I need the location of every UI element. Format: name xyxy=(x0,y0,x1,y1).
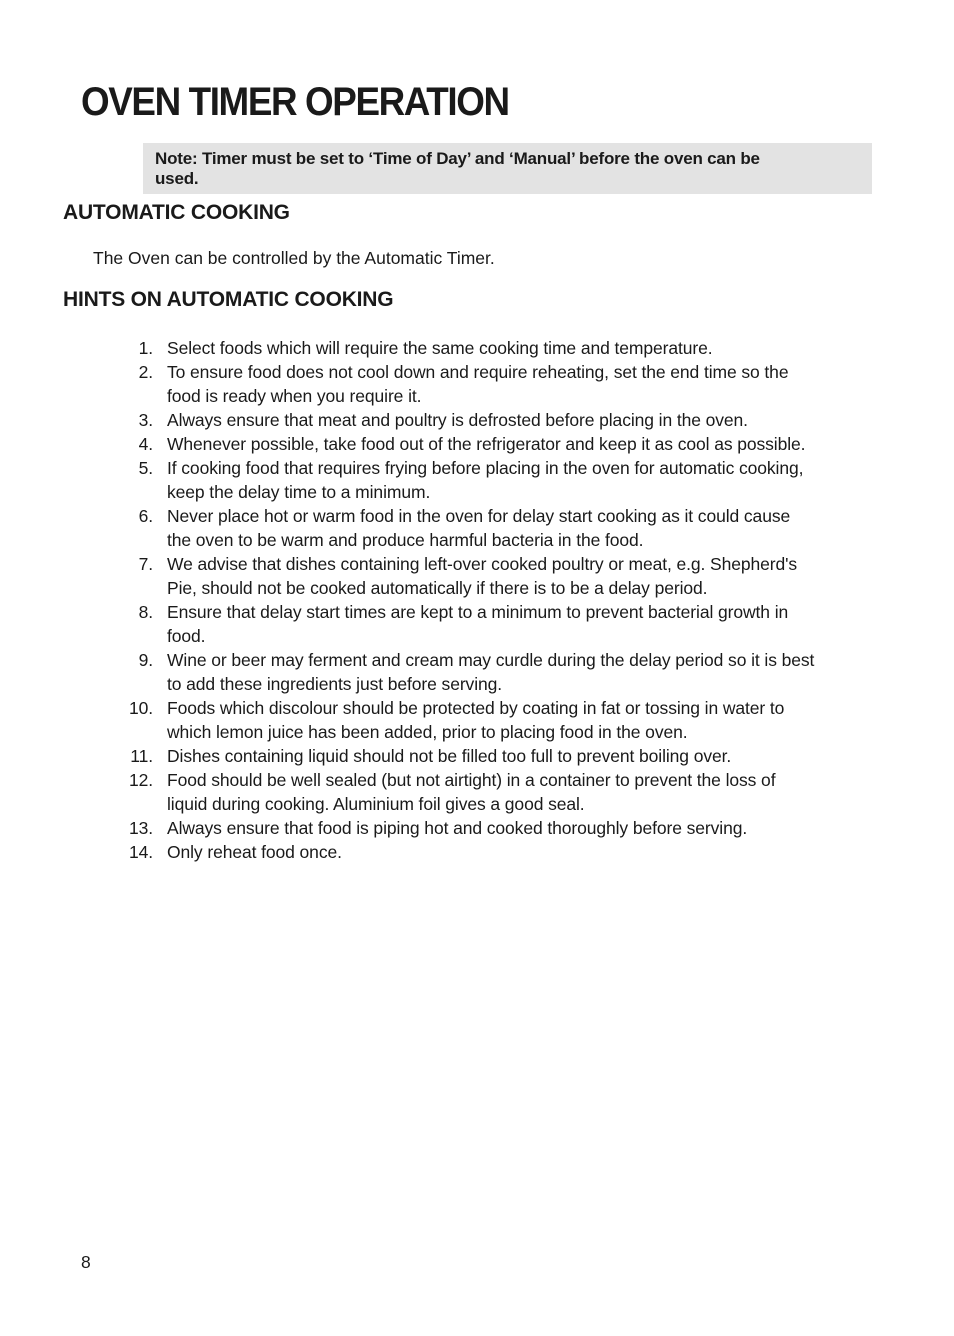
hint-number: 14. xyxy=(128,842,153,862)
note-text: Note: Timer must be set to ‘Time of Day’ and ‘Manual’ before the oven can be used. xyxy=(155,149,760,188)
page-title: OVEN TIMER OPERATION xyxy=(81,80,509,124)
hint-item xyxy=(125,696,815,744)
hint-text: To ensure food does not cool down and require reheating, set the end time so the food is ready when you require it. xyxy=(167,362,789,406)
hint-item xyxy=(125,816,815,840)
hint-item xyxy=(125,600,815,648)
hint-item xyxy=(125,552,815,600)
hint-item xyxy=(125,840,815,864)
automatic-cooking-text: The Oven can be controlled by the Automatic Timer. xyxy=(93,248,495,268)
hint-item xyxy=(125,408,815,432)
hint-item xyxy=(125,456,815,504)
hint-text: If cooking food that requires frying before placing in the oven for automatic cooking, keep the delay time to a minimum. xyxy=(167,458,804,502)
hint-number: 8. xyxy=(138,602,153,622)
hint-text: Always ensure that meat and poultry is defrosted before placing in the oven. xyxy=(167,410,748,430)
hint-item xyxy=(125,432,815,456)
hint-number: 5. xyxy=(138,458,153,478)
hint-number: 1. xyxy=(138,338,153,358)
hint-number: 7. xyxy=(138,554,153,574)
hint-item xyxy=(125,360,815,408)
hint-number: 12. xyxy=(128,770,153,790)
hint-number: 2. xyxy=(138,362,153,382)
note-box xyxy=(143,143,872,194)
hint-number: 13. xyxy=(128,818,153,838)
hint-number: 3. xyxy=(138,410,153,430)
hints-list xyxy=(125,336,815,864)
hint-text: We advise that dishes containing left-over cooked poultry or meat, e.g. Shepherd's Pie, should not be cooked automatically if there is to be a delay period. xyxy=(167,554,798,598)
hint-item xyxy=(125,768,815,816)
hint-item xyxy=(125,744,815,768)
automatic-cooking-heading: AUTOMATIC COOKING xyxy=(63,201,290,224)
page-number: 8 xyxy=(81,1252,91,1272)
hint-text: Food should be well sealed (but not airtight) in a container to prevent the loss of liquid during cooking. Aluminium foil gives a good seal. xyxy=(167,770,776,814)
hint-item xyxy=(125,648,815,696)
hint-number: 10. xyxy=(128,698,153,718)
hint-item xyxy=(125,504,815,552)
hint-number: 9. xyxy=(138,650,153,670)
hint-text: Wine or beer may ferment and cream may curdle during the delay period so it is best to add these ingredients just before serving. xyxy=(167,650,815,694)
hints-heading: HINTS ON AUTOMATIC COOKING xyxy=(63,288,394,311)
hint-text: Whenever possible, take food out of the refrigerator and keep it as cool as possible. xyxy=(167,434,806,454)
hint-text: Never place hot or warm food in the oven for delay start cooking as it could cause the oven to be warm and produce harmful bacteria in the food. xyxy=(167,506,791,550)
hint-text: Only reheat food once. xyxy=(167,842,342,862)
hint-number: 11. xyxy=(130,746,153,766)
hint-text: Dishes containing liquid should not be filled too full to prevent boiling over. xyxy=(167,746,732,766)
hint-number: 6. xyxy=(138,506,153,526)
hint-text: Always ensure that food is piping hot and cooked thoroughly before serving. xyxy=(167,818,748,838)
hint-item xyxy=(125,336,815,360)
hint-text: Ensure that delay start times are kept to a minimum to prevent bacterial growth in food. xyxy=(167,602,789,646)
hint-number: 4. xyxy=(138,434,153,454)
hint-text: Foods which discolour should be protected by coating in fat or tossing in water to which lemon juice has been added, prior to placing food in the oven. xyxy=(167,698,785,742)
hint-text: Select foods which will require the same cooking time and temperature. xyxy=(167,338,713,358)
